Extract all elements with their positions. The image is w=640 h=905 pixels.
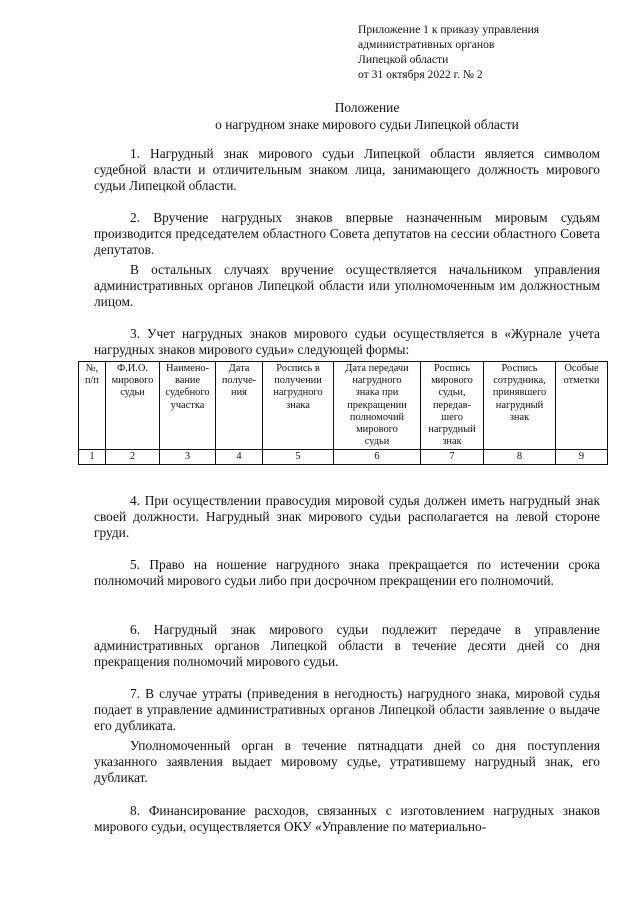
paragraph-7-continued [94, 738, 600, 787]
header-cell: Дата получе- ния [216, 362, 263, 450]
paragraph-3 [94, 326, 600, 358]
column-number: 9 [556, 450, 608, 464]
appendix-reference [358, 22, 539, 82]
paragraph-8-text: 8. Финансирование расходов, связанных с изготовлением нагрудных знаков мирового судьи, осуществляется ОКУ «Управление по материально- [94, 803, 600, 835]
paragraph-1-text: 1. Нагрудный знак мирового судьи Липецкой области является символом судебной власти и отличительным знаком лица, занимающего должность мирового судьи Липецкой области. [94, 146, 600, 194]
paragraph-2-text: 2. Вручение нагрудных знаков впервые назначенным мировым судьям производится председателем областного Совета депутатов на сессии областного Совета депутатов. [94, 210, 600, 258]
header-cell: Роспись в получении нагрудного знака [263, 362, 334, 450]
column-number: 4 [216, 450, 263, 464]
column-number: 3 [160, 450, 216, 464]
paragraph-2-continued [94, 262, 600, 311]
paragraph-4 [94, 493, 600, 542]
paragraph-8 [94, 803, 600, 835]
document-subtitle: о нагрудном знаке мирового судьи Липецкой области [215, 117, 519, 132]
paragraph-6-text: 6. Нагрудный знак мирового судьи подлежит передаче в управление административных органов Липецкой области в течение десяти дней со дня прекращения полномочий мирового судьи. [94, 622, 600, 670]
header-cell: Дата передачи нагрудного знака при прекращении полномочий мирового судьи [334, 362, 421, 450]
appendix-line: административных органов [358, 38, 495, 51]
header-cell: Роспись сотрудника, принявшего нагрудный знак [484, 362, 556, 450]
appendix-line: Липецкой области [358, 53, 449, 66]
column-number: 6 [334, 450, 421, 464]
column-number: 8 [484, 450, 556, 464]
journal-header-row [79, 362, 608, 450]
paragraph-3-text: 3. Учет нагрудных знаков мирового судьи осуществляется в «Журнале учета нагрудных знаков мирового судьи» следующей формы: [94, 326, 600, 358]
column-number: 1 [79, 450, 106, 464]
paragraph-1 [94, 146, 600, 195]
paragraph-4-text: 4. При осуществлении правосудия мировой судья должен иметь нагрудный знак своей должности. Нагрудный знак мирового судьи располагается на левой стороне груди. [94, 493, 600, 541]
document-title: Положение [334, 100, 400, 115]
paragraph-7 [94, 686, 600, 735]
paragraph-2 [94, 210, 600, 259]
paragraph-2b-text: В остальных случаях вручение осуществляется начальником управления административных органов Липецкой области или уполномоченным им должностным лицом. [94, 262, 600, 310]
column-number: 2 [106, 450, 160, 464]
appendix-date-line: от 31 октября 2022 г. № 2 [358, 68, 483, 81]
paragraph-6 [94, 622, 600, 671]
paragraph-5 [94, 557, 600, 589]
column-number: 5 [263, 450, 334, 464]
header-cell: Наимено- вание судебного участка [160, 362, 216, 450]
appendix-line: Приложение 1 к приказу управления [358, 23, 540, 36]
header-cell: Особые отметки [556, 362, 608, 450]
paragraph-7-text: 7. В случае утраты (приведения в негодность) нагрудного знака, мировой судья подает в управление административных органов Липецкой области заявление о выдаче его дубликата. [94, 686, 600, 734]
journal-table [78, 361, 608, 465]
header-cell: Роспись мирового судьи, передав- шего нагрудный знак [421, 362, 484, 450]
paragraph-5-text: 5. Право на ношение нагрудного знака прекращается по истечении срока полномочий мирового судьи либо при досрочном прекращении его полномочий. [94, 557, 600, 589]
column-number: 7 [421, 450, 484, 464]
paragraph-7b-text: Уполномоченный орган в течение пятнадцати дней со дня поступления указанного заявления выдает мировому судье, утратившему нагрудный знак, его дубликат. [94, 738, 600, 786]
header-cell: Ф.И.О. мирового судьи [106, 362, 160, 450]
header-cell: №, п/п [79, 362, 106, 450]
journal-number-row [79, 450, 608, 464]
